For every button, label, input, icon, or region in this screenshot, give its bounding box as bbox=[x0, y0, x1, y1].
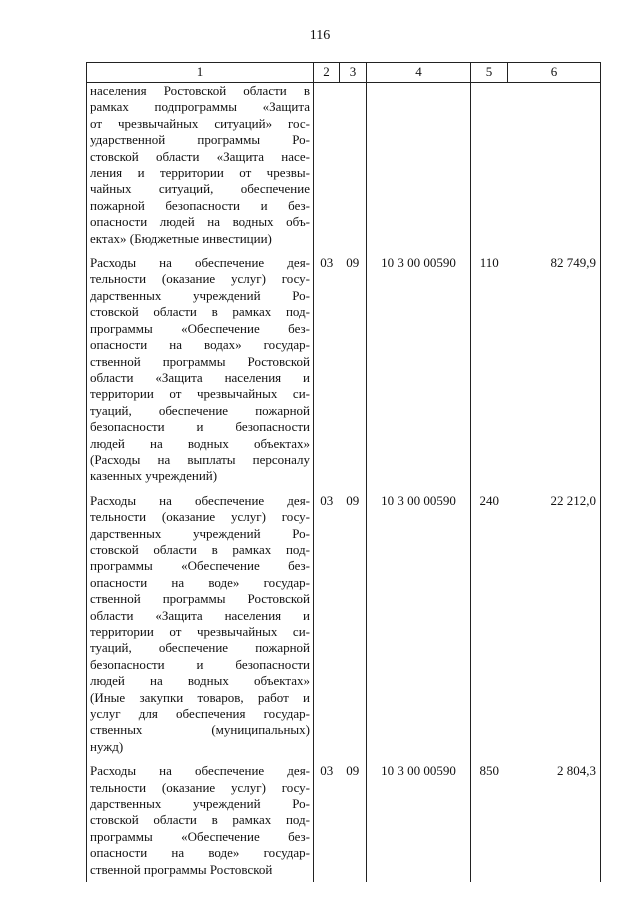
row-description bbox=[87, 489, 314, 760]
description-line: стовской области «Защита насе- bbox=[90, 148, 310, 164]
expense-type-code: 850 bbox=[479, 763, 499, 779]
description-line: опасности людей на водных объ- bbox=[90, 214, 310, 230]
row-description bbox=[87, 759, 314, 882]
page-number: 116 bbox=[309, 28, 331, 43]
description-line: услуг для обеспечения государ- bbox=[90, 706, 310, 722]
table-row bbox=[87, 759, 601, 882]
expense-type-code: 110 bbox=[479, 255, 499, 271]
description-line: пожарной безопасности и без- bbox=[90, 197, 310, 213]
column-header-6: 6 bbox=[508, 63, 601, 83]
description-line: дарственных учреждений Ро- bbox=[90, 796, 310, 812]
row-description bbox=[87, 83, 314, 252]
description-line: (Иные закупки товаров, работ и bbox=[90, 689, 310, 705]
table-row bbox=[87, 83, 601, 252]
section-code: 03 bbox=[320, 255, 334, 271]
description-line: ственной программы Ростовской bbox=[90, 591, 310, 607]
description-line: населения Ростовской области в bbox=[90, 83, 310, 98]
description-line: Расходы на обеспечение дея- bbox=[90, 255, 310, 271]
subsection-code: 09 bbox=[346, 255, 360, 271]
description-line: тельности (оказание услуг) госу- bbox=[90, 779, 310, 795]
description-line: дарственных учреждений Ро- bbox=[90, 287, 310, 303]
table-header-row bbox=[87, 63, 601, 83]
description-line: туаций, обеспечение пожарной bbox=[90, 640, 310, 656]
description-line: опасности на воде» государ- bbox=[90, 845, 310, 861]
subsection-code: 09 bbox=[346, 763, 360, 779]
description-line: ектах» (Бюджетные инвестиции) bbox=[90, 230, 272, 246]
row-description bbox=[87, 251, 314, 489]
description-line: ударственной программы Ро- bbox=[90, 132, 310, 148]
description-line: казенных учреждений) bbox=[90, 468, 218, 484]
section-code bbox=[314, 83, 340, 252]
description-line: (Расходы на выплаты персоналу bbox=[90, 451, 310, 467]
table-row bbox=[87, 489, 601, 760]
description-line: дарственных учреждений Ро- bbox=[90, 525, 310, 541]
description-line: нужд) bbox=[90, 738, 124, 754]
description-line: ственной программы Ростовской bbox=[90, 861, 273, 877]
description-line: стовской области в рамках под- bbox=[90, 541, 310, 557]
column-header-1: 1 bbox=[87, 63, 314, 83]
description-line: тельности (оказание услуг) госу- bbox=[90, 509, 310, 525]
description-line: безопасности и безопасности bbox=[90, 656, 310, 672]
table-row bbox=[87, 251, 601, 489]
description-line: туаций, обеспечение пожарной bbox=[90, 402, 310, 418]
amount-value bbox=[508, 83, 601, 252]
description-line: области «Защита населения и bbox=[90, 369, 310, 385]
amount-value: 22 212,0 bbox=[508, 489, 601, 760]
target-article-code: 10 3 00 00590 bbox=[367, 489, 471, 760]
target-article-code: 10 3 00 00590 bbox=[367, 759, 471, 882]
description-line: программы «Обеспечение без- bbox=[90, 558, 310, 574]
description-line: людей на водных объектах» bbox=[90, 673, 310, 689]
description-line: от чрезвычайных ситуаций» гос- bbox=[90, 115, 310, 131]
description-line: области «Защита населения и bbox=[90, 607, 310, 623]
description-line: опасности на водах» государ- bbox=[90, 337, 310, 353]
column-header-2: 2 bbox=[314, 63, 340, 83]
expense-type-code: 240 bbox=[479, 492, 499, 508]
description-line: ственных (муниципальных) bbox=[90, 722, 310, 738]
description-line: Расходы на обеспечение дея- bbox=[90, 763, 310, 779]
amount-value: 82 749,9 bbox=[508, 251, 601, 489]
description-line: чайных ситуаций, обеспечение bbox=[90, 181, 310, 197]
column-header-4: 4 bbox=[367, 63, 471, 83]
column-header-5: 5 bbox=[471, 63, 508, 83]
description-line: программы «Обеспечение без- bbox=[90, 320, 310, 336]
expense-type-code bbox=[471, 83, 508, 252]
description-line: безопасности и безопасности bbox=[90, 419, 310, 435]
amount-value: 2 804,3 bbox=[508, 759, 601, 882]
description-line: ления и территории от чрезвы- bbox=[90, 165, 310, 181]
section-code: 03 bbox=[320, 763, 334, 779]
target-article-code: 10 3 00 00590 bbox=[367, 251, 471, 489]
table-body bbox=[87, 83, 601, 883]
subsection-code bbox=[340, 83, 367, 252]
description-line: территории от чрезвычайных си- bbox=[90, 624, 310, 639]
description-line: людей на водных объектах» bbox=[90, 435, 310, 451]
description-line: Расходы на обеспечение дея- bbox=[90, 492, 310, 508]
description-line: стовской области в рамках под- bbox=[90, 812, 310, 828]
description-line: программы «Обеспечение без- bbox=[90, 828, 310, 844]
description-line: ственной программы Ростовской bbox=[90, 353, 310, 369]
description-line: тельности (оказание услуг) госу- bbox=[90, 271, 310, 287]
column-header-3: 3 bbox=[340, 63, 367, 83]
description-line: территории от чрезвычайных си- bbox=[90, 386, 310, 402]
description-line: стовской области в рамках под- bbox=[90, 304, 310, 320]
section-code: 03 bbox=[320, 492, 334, 508]
subsection-code: 09 bbox=[346, 492, 360, 508]
budget-table bbox=[86, 62, 601, 882]
target-article-code bbox=[367, 83, 471, 252]
description-line: рамках подпрограммы «Защита bbox=[90, 99, 310, 115]
description-line: опасности на воде» государ- bbox=[90, 574, 310, 590]
